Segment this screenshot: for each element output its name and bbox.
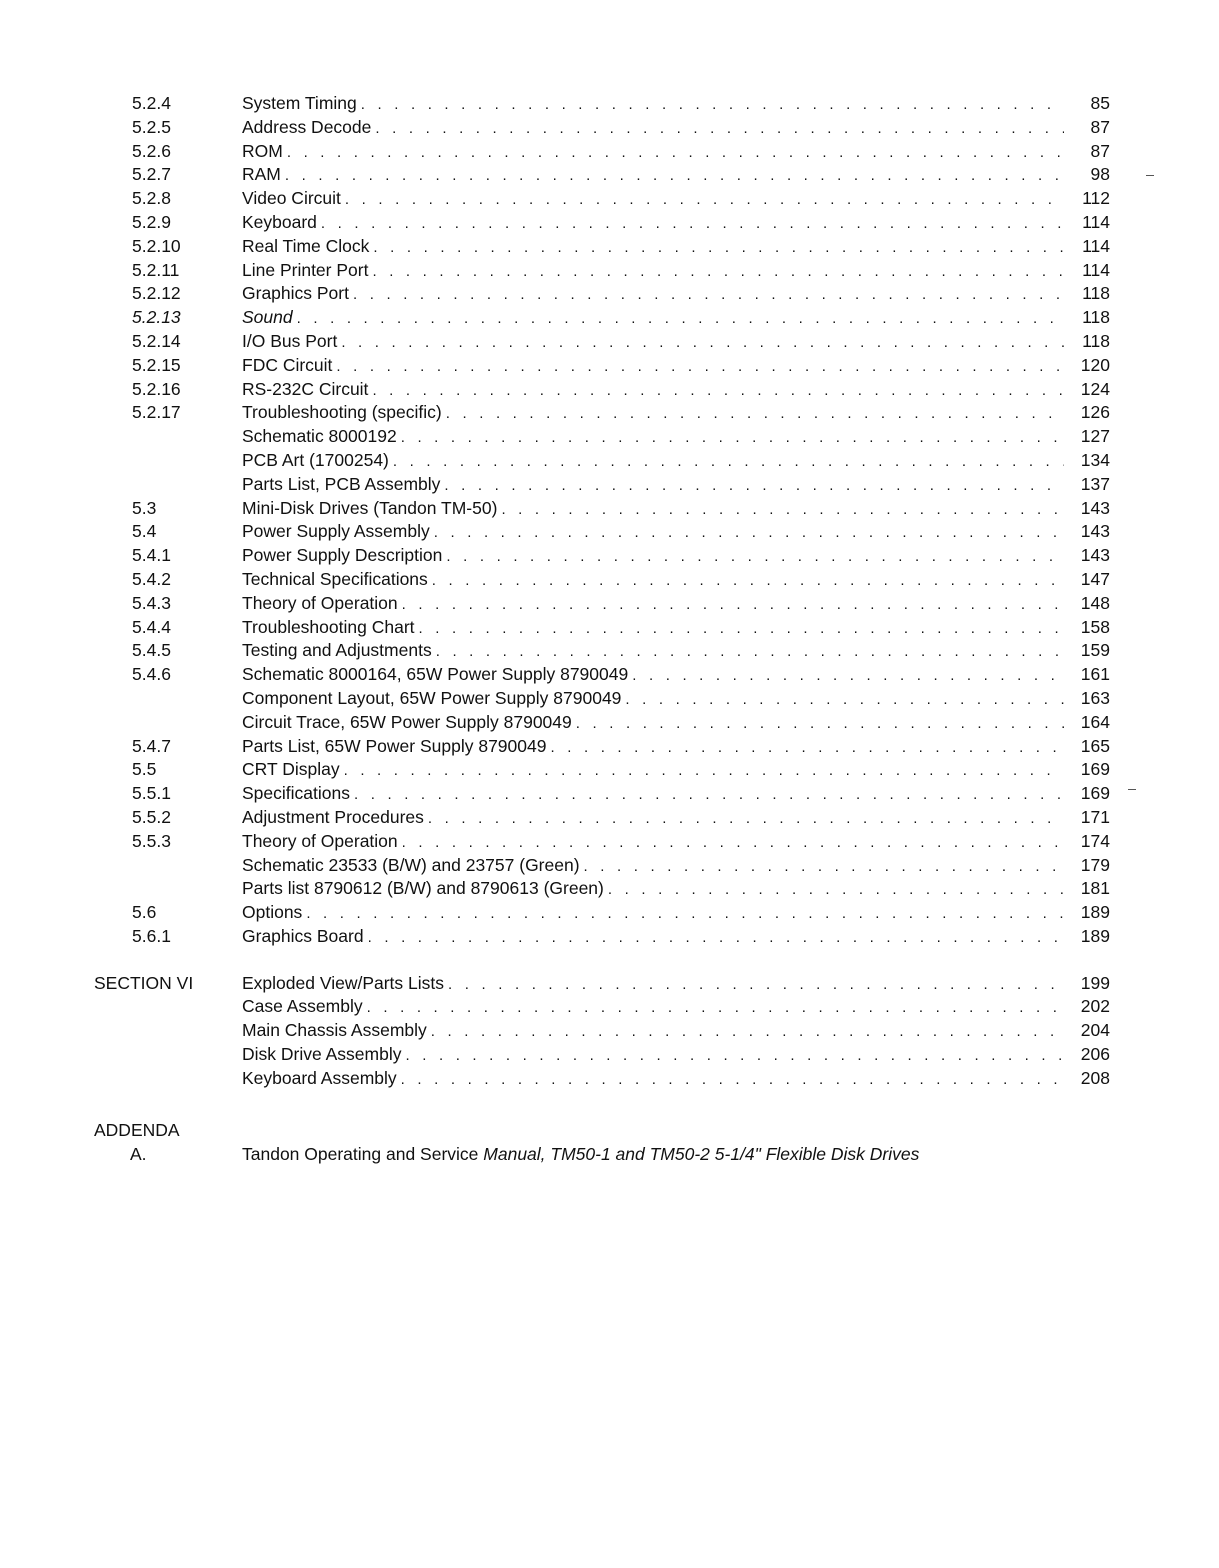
section-number: 5.4.4 [132, 616, 171, 637]
dot-leader [608, 878, 1064, 902]
section-number: 5.2.6 [132, 140, 171, 161]
dot-leader [341, 331, 1064, 355]
section-number: 5.4 [132, 521, 157, 542]
toc-entry [242, 140, 1064, 165]
entry-title: Schematic 8000192 [242, 426, 397, 447]
entry-title: Theory of Operation [242, 592, 398, 613]
toc-row [90, 995, 1110, 1019]
page-number: 143 [1080, 521, 1110, 542]
toc-entry [242, 901, 1064, 926]
page-number: 189 [1080, 902, 1110, 923]
entry-title: Troubleshooting (specific) [242, 402, 442, 423]
toc-row [90, 306, 1110, 330]
entry-title: Graphics Port [242, 283, 349, 304]
entry-title: Parts List, PCB Assembly [242, 473, 441, 494]
dot-leader [402, 593, 1064, 617]
section-number: 5.2.13 [132, 307, 181, 328]
entry-title: Sound [242, 307, 293, 328]
entry-title: Line Printer Port [242, 259, 369, 280]
addenda-entry [94, 1142, 919, 1166]
addenda-letter: A. [130, 1144, 147, 1164]
page-number: 143 [1080, 497, 1110, 518]
section-number: 5.5.3 [132, 830, 171, 851]
section-number: 5.4.6 [132, 664, 171, 685]
page-number: 169 [1080, 783, 1110, 804]
dot-leader [432, 569, 1064, 593]
dot-leader [446, 545, 1064, 569]
toc-row [90, 140, 1110, 164]
toc-entry [242, 1067, 1064, 1092]
entry-title: I/O Bus Port [242, 330, 338, 351]
toc-row [90, 592, 1110, 616]
toc-entry [242, 497, 1064, 522]
toc-row [90, 544, 1110, 568]
dot-leader [372, 260, 1064, 284]
toc-entry [242, 711, 1064, 736]
toc-row [90, 854, 1110, 878]
entry-title: Case Assembly [242, 996, 363, 1017]
entry-title: Graphics Board [242, 925, 364, 946]
toc-row [90, 663, 1110, 687]
entry-title: Address Decode [242, 116, 372, 137]
entry-title: Component Layout, 65W Power Supply 8790049 [242, 687, 622, 708]
page-number: 87 [1090, 116, 1110, 137]
entry-title: Power Supply Description [242, 545, 443, 566]
toc-entry [242, 282, 1064, 307]
toc-row [90, 449, 1110, 473]
toc-entry [242, 972, 1064, 997]
addenda-title [242, 1142, 919, 1166]
toc-row [90, 1019, 1110, 1043]
section-number: 5.6 [132, 902, 157, 923]
page-number: 118 [1082, 330, 1110, 351]
section-number: 5.2.7 [132, 164, 171, 185]
section-number: 5.2.15 [132, 354, 181, 375]
dot-leader [367, 996, 1064, 1020]
page-number: 171 [1080, 806, 1110, 827]
toc-entry [242, 995, 1064, 1020]
toc-row [90, 758, 1110, 782]
toc-entry [242, 735, 1064, 760]
entry-title: CRT Display [242, 759, 340, 780]
section-number: 5.4.2 [132, 568, 171, 589]
toc-entry [242, 782, 1064, 807]
toc-row [90, 616, 1110, 640]
dot-leader [405, 1044, 1064, 1068]
toc-row [90, 1067, 1110, 1091]
toc-entry [242, 806, 1064, 831]
page-number: 161 [1080, 664, 1110, 685]
page-number: 98 [1090, 164, 1110, 185]
page-number: 174 [1080, 830, 1110, 851]
section-number: 5.2.8 [132, 188, 171, 209]
toc-row [90, 877, 1110, 901]
dot-leader [344, 759, 1064, 783]
section-number: 5.4.3 [132, 592, 171, 613]
toc-row [90, 473, 1110, 497]
section-number: 5.4.1 [132, 545, 171, 566]
entry-title: RAM [242, 164, 281, 185]
addenda-title-plain: Tandon Operating and Service [242, 1144, 484, 1164]
section-number: 5.2.16 [132, 378, 181, 399]
toc-entry [242, 401, 1064, 426]
section-label: SECTION VI [94, 972, 194, 993]
section-number: 5.5.1 [132, 783, 171, 804]
toc-row [90, 972, 1110, 996]
toc-row [90, 378, 1110, 402]
dot-leader [336, 355, 1064, 379]
toc-entry [242, 163, 1064, 188]
page-number: 87 [1090, 140, 1110, 161]
section-number: 5.2.12 [132, 283, 181, 304]
dot-leader [448, 973, 1064, 997]
section-number: 5.5.2 [132, 806, 171, 827]
page-number: 118 [1082, 307, 1110, 328]
dot-leader [584, 855, 1064, 879]
toc-entry [242, 687, 1064, 712]
toc-entry [242, 758, 1064, 783]
entry-title: FDC Circuit [242, 354, 333, 375]
section-number: 5.5 [132, 759, 157, 780]
page-number: 158 [1080, 616, 1110, 637]
dot-leader [354, 783, 1064, 807]
page-number: 199 [1080, 972, 1110, 993]
toc-entry [242, 854, 1064, 879]
entry-title: ROM [242, 140, 283, 161]
toc-row [90, 711, 1110, 735]
entry-title: Real Time Clock [242, 235, 370, 256]
dot-leader [375, 117, 1064, 141]
dot-leader [306, 902, 1064, 926]
page-number: 164 [1080, 711, 1110, 732]
dot-leader [436, 640, 1064, 664]
section-number: 5.4.5 [132, 640, 171, 661]
toc-row [90, 259, 1110, 283]
toc-row [90, 211, 1110, 235]
dot-leader [446, 402, 1064, 426]
toc-entry [242, 306, 1064, 331]
entry-title: Options [242, 902, 303, 923]
dot-leader [431, 1020, 1064, 1044]
toc-row [90, 116, 1110, 140]
page-number: 114 [1082, 235, 1110, 256]
table-of-contents [90, 92, 1110, 1091]
toc-entry [242, 925, 1064, 950]
entry-title: Circuit Trace, 65W Power Supply 8790049 [242, 711, 572, 732]
entry-title: Keyboard Assembly [242, 1067, 397, 1088]
page-number: 118 [1082, 283, 1110, 304]
toc-entry [242, 425, 1064, 450]
entry-title: Specifications [242, 783, 350, 804]
dot-leader [372, 379, 1064, 403]
entry-title: Power Supply Assembly [242, 521, 430, 542]
entry-title: Exploded View/Parts Lists [242, 972, 445, 993]
toc-row [90, 830, 1110, 854]
page-number: 208 [1080, 1067, 1110, 1088]
page-number: 114 [1082, 211, 1110, 232]
dot-leader [444, 474, 1064, 498]
page-number: 148 [1080, 592, 1110, 613]
toc-entry [242, 473, 1064, 498]
section-number: 5.2.10 [132, 235, 181, 256]
page-number: 114 [1082, 259, 1110, 280]
entry-title: RS-232C Circuit [242, 378, 369, 399]
dot-leader [401, 426, 1064, 450]
entry-title: Disk Drive Assembly [242, 1044, 402, 1065]
page-number: 85 [1090, 93, 1110, 113]
toc-row [90, 520, 1110, 544]
page-number: 112 [1082, 188, 1110, 209]
dot-leader [285, 164, 1064, 188]
dot-leader [401, 1068, 1064, 1092]
entry-title: Adjustment Procedures [242, 806, 424, 827]
toc-entry [242, 187, 1064, 212]
toc-row [90, 354, 1110, 378]
entry-title: Troubleshooting Chart [242, 616, 415, 637]
addenda-section [94, 1118, 919, 1166]
page-number: 163 [1080, 687, 1110, 708]
toc-row [90, 425, 1110, 449]
toc-entry [242, 449, 1064, 474]
toc-entry [242, 378, 1064, 403]
addenda-title-italic: Manual, TM50-1 and TM50-2 5-1/4" Flexible Disk Drives [483, 1144, 920, 1164]
addenda-heading: ADDENDA [94, 1120, 180, 1140]
toc-row [90, 330, 1110, 354]
toc-entry [242, 330, 1064, 355]
toc-entry [242, 544, 1064, 569]
toc-entry [242, 568, 1064, 593]
dot-leader [625, 688, 1064, 712]
toc-row [90, 568, 1110, 592]
section-number: 5.2.4 [132, 93, 171, 113]
toc-row [90, 782, 1110, 806]
section-number: 5.2.11 [132, 259, 180, 280]
entry-title: System Timing [242, 93, 357, 113]
section-number: 5.2.14 [132, 330, 181, 351]
entry-title: Technical Specifications [242, 568, 428, 589]
toc-entry [242, 211, 1064, 236]
page-number: 206 [1080, 1044, 1110, 1065]
toc-row [90, 639, 1110, 663]
entry-title: Schematic 8000164, 65W Power Supply 8790049 [242, 664, 629, 685]
entry-title: Schematic 23533 (B/W) and 23757 (Green) [242, 854, 580, 875]
margin-mark [1146, 175, 1154, 176]
dot-leader [428, 807, 1064, 831]
page-number: 179 [1080, 854, 1110, 875]
page-number: 181 [1080, 878, 1110, 899]
page-number: 189 [1080, 925, 1110, 946]
toc-entry [242, 259, 1064, 284]
entry-title: Mini-Disk Drives (Tandon TM-50) [242, 497, 498, 518]
toc-entry [242, 877, 1064, 902]
page-number: 202 [1080, 996, 1110, 1017]
toc-row [90, 163, 1110, 187]
toc-entry [242, 92, 1064, 117]
page-number: 159 [1080, 640, 1110, 661]
entry-title: Parts list 8790612 (B/W) and 8790613 (Green) [242, 878, 604, 899]
dot-leader [373, 236, 1064, 260]
section-number: 5.2.5 [132, 116, 171, 137]
section-number: 5.6.1 [132, 925, 171, 946]
toc-row [90, 687, 1110, 711]
page-number: 134 [1080, 449, 1110, 470]
toc-row [90, 806, 1110, 830]
dot-leader [434, 521, 1064, 545]
entry-title: Keyboard [242, 211, 317, 232]
page-number: 143 [1080, 545, 1110, 566]
dot-leader [287, 141, 1064, 165]
entry-title: Video Circuit [242, 188, 341, 209]
toc-row [90, 187, 1110, 211]
page-number: 124 [1080, 378, 1110, 399]
dot-leader [501, 498, 1064, 522]
entry-title: Theory of Operation [242, 830, 398, 851]
dot-leader [576, 712, 1064, 736]
toc-entry [242, 592, 1064, 617]
toc-row [90, 401, 1110, 425]
page-number: 165 [1080, 735, 1110, 756]
toc-entry [242, 616, 1064, 641]
toc-entry [242, 830, 1064, 855]
toc-row [90, 1043, 1110, 1067]
page-number: 127 [1080, 426, 1110, 447]
page-number: 169 [1080, 759, 1110, 780]
toc-row [90, 735, 1110, 759]
page-number: 147 [1080, 568, 1110, 589]
dot-leader [297, 307, 1064, 331]
page-number: 137 [1080, 473, 1110, 494]
dot-leader [632, 664, 1064, 688]
toc-row [90, 92, 1110, 116]
entry-title: Main Chassis Assembly [242, 1020, 427, 1041]
toc-entry [242, 663, 1064, 688]
section-number: 5.2.9 [132, 211, 171, 232]
section-number: 5.4.7 [132, 735, 171, 756]
dot-leader [361, 93, 1064, 117]
page-number: 120 [1080, 354, 1110, 375]
section-number: 5.3 [132, 497, 157, 518]
dot-leader [402, 831, 1064, 855]
toc-row [90, 282, 1110, 306]
toc-row [90, 901, 1110, 925]
dot-leader [345, 188, 1064, 212]
toc-entry [242, 1019, 1064, 1044]
toc-entry [242, 354, 1064, 379]
section-gap [90, 949, 1110, 972]
entry-title: PCB Art (1700254) [242, 449, 389, 470]
page-number: 204 [1080, 1020, 1110, 1041]
dot-leader [550, 736, 1064, 760]
dot-leader [419, 617, 1064, 641]
toc-entry [242, 116, 1064, 141]
toc-entry [242, 639, 1064, 664]
toc-entry [242, 235, 1064, 260]
toc-entry [242, 1043, 1064, 1068]
dot-leader [393, 450, 1064, 474]
margin-mark [1128, 789, 1136, 790]
toc-row [90, 235, 1110, 259]
entry-title: Testing and Adjustments [242, 640, 432, 661]
toc-row [90, 925, 1110, 949]
dot-leader [353, 283, 1064, 307]
section-number: 5.2.17 [132, 402, 181, 423]
dot-leader [321, 212, 1064, 236]
page-number: 126 [1080, 402, 1110, 423]
toc-row [90, 497, 1110, 521]
entry-title: Parts List, 65W Power Supply 8790049 [242, 735, 547, 756]
toc-entry [242, 520, 1064, 545]
dot-leader [368, 926, 1064, 950]
